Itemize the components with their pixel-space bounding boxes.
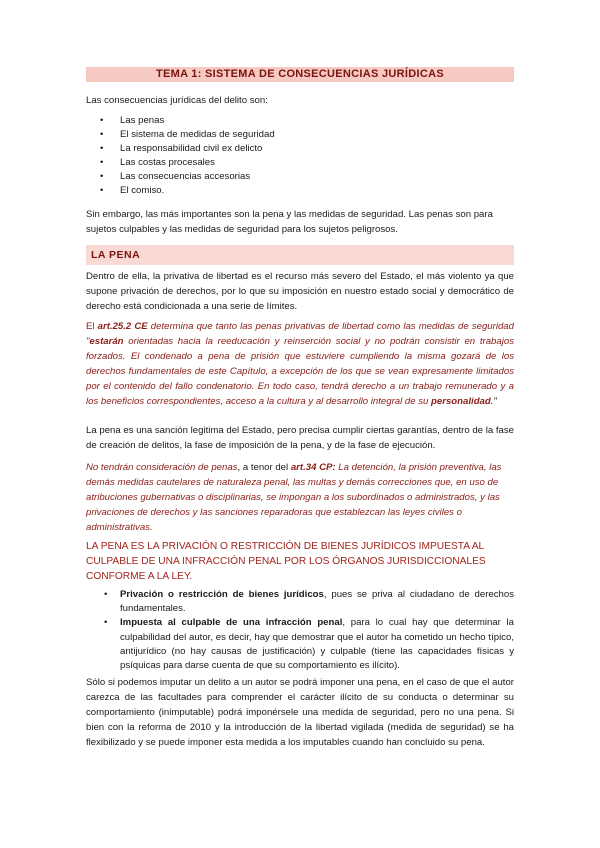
art25-text3: ." [490,396,497,407]
pena-paragraph-3: La pena es una sanción legitima del Estado, pero precisa cumplir ciertas garantías, dentro de la fase de creación de delitos, la fase de imposición de la pena, y de la fase de ejecución. [86,425,514,451]
pena-paragraph-1: Dentro de ella, la privativa de libertad es el recurso más severo del Estado, el más violento ya que supone privación de derechos, por lo que su imposición en nuestro estado social y democrático de derecho está condicionada a una serie de límites. [86,271,514,312]
element-term: Impuesta al culpable de una infracción penal [120,617,343,629]
art25-emphasis-1: estarán [89,336,124,347]
art25-text1: determina que tanto las penas privativas de libertad como las medidas de seguridad " [86,321,514,347]
consequences-list [86,114,514,198]
art25-reference: art.25.2 CE [97,321,148,332]
art25-emphasis-2: personalidad [431,396,491,407]
art34-lead: No tendrán consideración de penas [86,462,238,473]
art34-reference: art.34 CP: [290,462,336,473]
final-paragraph: Sólo si podemos imputar un delito a un autor se podrá imponer una pena, en el caso de que el autor carezca de las facultades para comprender el carácter ilícito de su conducta o determinar su comportamiento (inimputable) podrá imponérsele una medida de seguridad, pero no una pena. Si bien con la reforma de 2010 y la introducción de la libertad vigilada (medida de seguridad) se ha flexibilizado y se puede imponer esta medida a los imputables cuando han concluido su pena. [86,677,514,748]
list-item: • Las consecuencias accesorias [86,170,514,184]
list-item [86,588,514,616]
list-item: • El comiso. [86,184,514,198]
art34-mid: , a tenor del [237,462,291,473]
page-title: TEMA 1: SISTEMA DE CONSECUENCIAS JURÍDICAS [86,67,514,82]
list-item: • Las costas procesales [86,156,514,170]
element-text: , para lo cual hay que determinar la culpabilidad del autor, es decir, hay que demostrar que el autor ha cometido un hecho típico, antijurídico (no hay causas de justificación) y culpable (tiene las capacidades físicas y psíquicas para darse cuenta de que su comportamiento es ilícito). [120,617,515,672]
element-term: Privación o restricción de bienes jurídicos [120,589,324,600]
section-heading: LA PENA [86,245,514,265]
list-item: • Las penas [86,114,514,128]
art34-text: La detención, la prisión preventiva, las demás medidas cautelares de naturaleza penal, las multas y demás correcciones que, en uso de atribuciones gubernativas o disciplinarias, se impongan a los subordinados o administrados, y las privaciones de derechos y las sanciones reparadoras que establezcan las leyes civiles o administrativas. [86,462,502,533]
art25-text2: orientadas hacia la reeducación y reinserción social y no podrán consistir en trabajos forzados. El condenado a pena de prisión que estuviere cumpliendo la misma gozará de los derechos fundamentales de este Capítulo, a excepción de los que se vean expresamente limitados por el contenido del fallo condenatorio. En todo caso, tendrá derecho a un trabajo remunerado y a los beneficios correspondientes, acceso a la cultura y al desarrollo integral de su [86,336,514,407]
list-item: • La responsabilidad civil ex delicto [86,142,514,156]
art34-paragraph [86,460,514,535]
intro-text: Las consecuencias jurídicas del delito son: [86,95,268,106]
list-item: • El sistema de medidas de seguridad [86,128,514,142]
summary-paragraph: Sin embargo, las más importantes son la pena y las medidas de seguridad. Las penas son para sujetos culpables y las medidas de seguridad para los sujetos peligrosos. [86,209,493,235]
pena-elements-list [86,588,514,673]
element-text: , pues se priva al ciudadano de derechos fundamentales. [120,589,514,615]
art25-pre: El [86,321,98,332]
art25-paragraph [86,319,514,409]
list-item [86,616,514,673]
pena-definition: LA PENA ES LA PRIVACIÓN O RESTRICCIÓN DE BIENES JURÍDICOS IMPUESTA AL CULPABLE DE UNA INFRACCIÓN PENAL POR LOS ÓRGANOS JURISDICCIONALES CONFORME A LA LEY. [86,541,486,582]
